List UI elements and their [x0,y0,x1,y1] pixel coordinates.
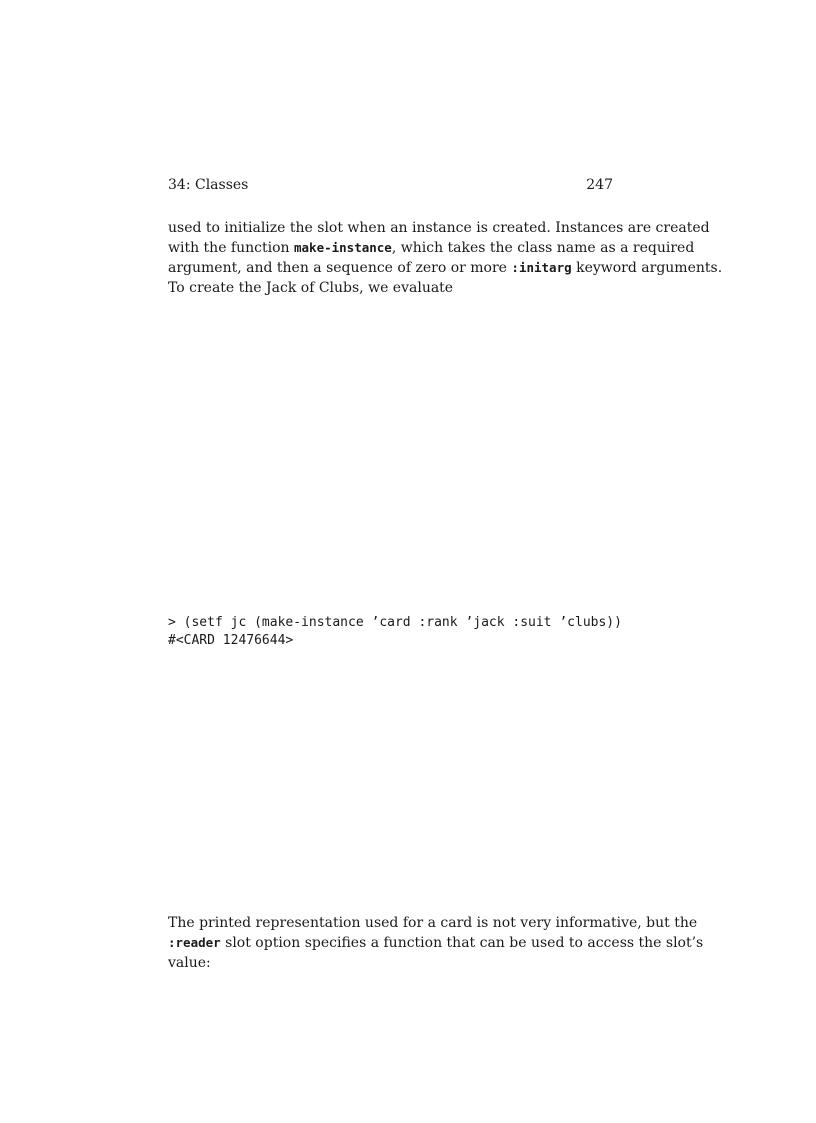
text-line: :reader slot option specifies a function that can be used to access the slot’s [168,935,704,951]
inline-code-initarg: :initarg [511,260,572,275]
code-input-line: > (setf jc (make-instance ’card :rank ’jack :suit ’clubs)) [168,615,622,630]
text-line: argument, and then a sequence of zero or more :initarg keyword arguments. [168,260,723,276]
running-head [168,177,613,197]
text-line: value: [168,955,211,971]
code-output-line: #<CARD 12476644> [168,633,294,648]
text-line: The printed representation used for a card is not very informative, but the [168,915,698,931]
text-line: with the function make-instance, which takes the class name as a required [168,240,695,256]
paragraph-reader [168,913,704,973]
code-example [168,614,622,650]
page-number: 247 [586,177,613,193]
text-line: used to initialize the slot when an instance is created. Instances are created [168,220,710,236]
inline-code-make-instance: make-instance [294,240,392,255]
paragraph-intro [168,218,723,298]
chapter-title: 34: Classes [168,177,249,193]
text-line: To create the Jack of Clubs, we evaluate [168,280,454,296]
inline-code-reader: :reader [168,935,221,950]
